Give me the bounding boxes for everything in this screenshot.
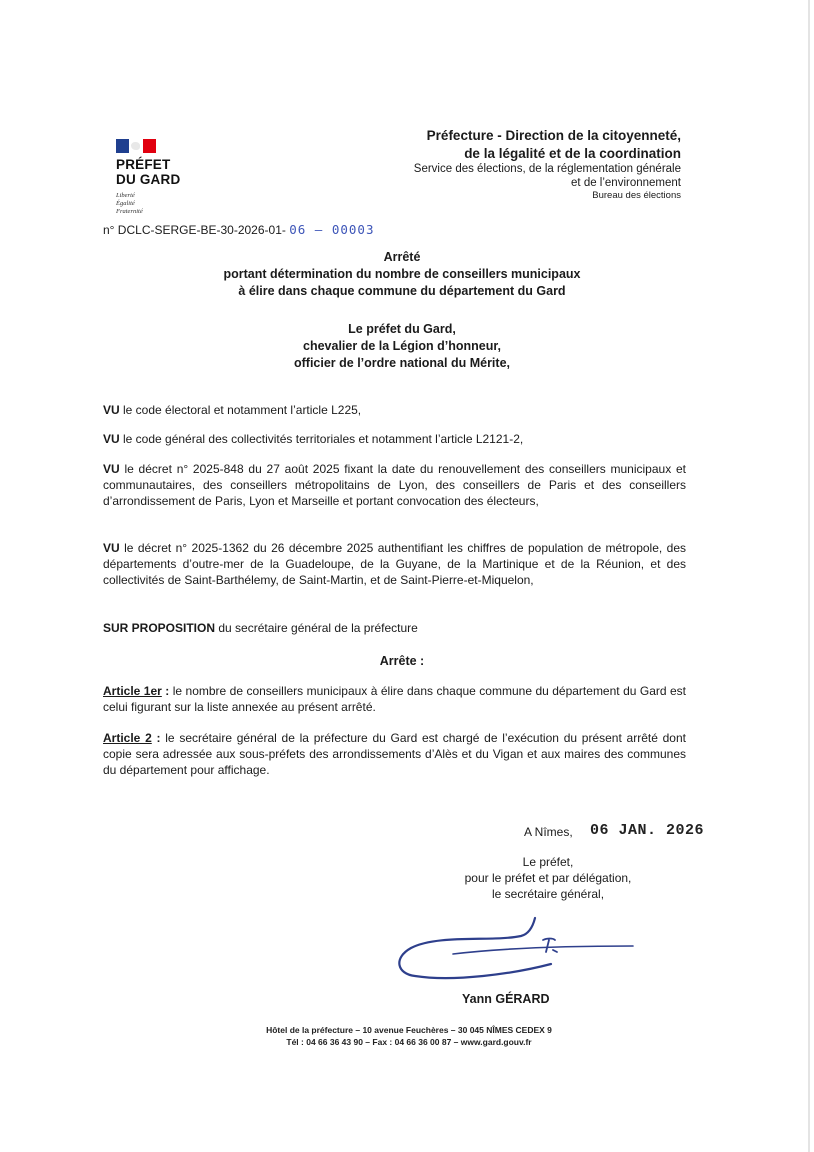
article-separator: :: [161, 684, 173, 698]
considerant-lead: SUR PROPOSITION: [103, 621, 216, 635]
motto-egalite: Égalité: [116, 200, 135, 207]
logo-title-line1: PRÉFET: [116, 157, 171, 172]
signature-date: 06 JAN. 2026: [590, 822, 705, 839]
article-text: le nombre de conseillers municipaux à élire dans chaque commune du département du Gard est celui figurant sur la liste annexée au présent arrêté.: [103, 684, 687, 714]
considerant-lead: VU: [103, 541, 120, 555]
signature-place: A Nîmes,: [524, 825, 573, 839]
considerant-text: le code électoral et notamment l’article L225,: [119, 403, 362, 417]
logo-motto: [116, 192, 206, 216]
date-stamp: [590, 822, 704, 839]
reference-handwritten: 06 – 00003: [289, 222, 375, 237]
header-environnement: et de l’environnement: [571, 177, 681, 189]
footer-address: Hôtel de la préfecture – 10 avenue Feuchères – 30 045 NÎMES CEDEX 9: [266, 1025, 552, 1035]
header-bureau: Bureau des élections: [592, 190, 681, 201]
considerant-1: [103, 402, 686, 418]
prefet-line2: chevalier de la Légion d’honneur,: [303, 339, 501, 353]
marianne-flag-icon: [116, 139, 156, 153]
title-arrete: Arrêté: [383, 250, 421, 264]
considerant-3: [103, 461, 686, 509]
article-label: Article 2: [103, 731, 152, 745]
signature-role3: le secrétaire général,: [491, 887, 605, 901]
signature-role1: Le préfet,: [522, 855, 574, 869]
considerant-lead: VU: [103, 462, 120, 476]
arrete-heading: Arrête :: [379, 654, 425, 668]
signature-role2: pour le préfet et par délégation,: [464, 871, 632, 885]
handwritten-signature: [393, 912, 638, 992]
motto-fraternite: Fraternité: [116, 208, 143, 215]
logo-title-line2: DU GARD: [116, 172, 181, 187]
considerant-text: le décret n° 2025-1362 du 26 décembre 2025 authentifiant les chiffres de population de métropole, des départements d’outre-mer de la Guadeloupe, de la Guyane, de la Martinique et de la Réunion, et des collectivités de Saint-Barthélemy, de Saint-Martin, et de Saint-Pierre-et-Miquelon,: [103, 541, 686, 587]
considerant-text: du secrétaire général de la préfecture: [215, 621, 418, 635]
considerant-lead: VU: [103, 432, 120, 446]
considerant-lead: VU: [103, 403, 120, 417]
motto-liberte: Liberté: [116, 192, 135, 199]
prefet-line3: officier de l’ordre national du Mérite,: [293, 356, 510, 370]
considerant-text: le code général des collectivités territoriales et notamment l’article L2121-2,: [119, 432, 524, 446]
title-line2: portant détermination du nombre de conseillers municipaux: [223, 267, 581, 281]
article-1: [103, 683, 686, 715]
article-label: Article 1er: [103, 684, 162, 698]
prefet-line1: Le préfet du Gard,: [348, 322, 456, 336]
prefet-logo: [116, 139, 206, 216]
article-2: [103, 730, 686, 778]
article-text: le secrétaire général de la préfecture du Gard est chargé de l’exécution du présent arrêté dont copie sera adressée aux sous-préfets des arrondissements d’Alès et du Vigan et aux maires des communes du département pour affichage.: [103, 731, 686, 777]
header-legalite: de la légalité et de la coordination: [464, 146, 681, 161]
header-prefecture: Préfecture - Direction de la citoyenneté,: [426, 128, 681, 143]
header-service: Service des élections, de la réglementation générale: [413, 163, 681, 175]
scan-edge: [808, 0, 810, 1152]
considerant-5: [103, 620, 686, 636]
title-line3: à élire dans chaque commune du département du Gard: [238, 284, 566, 298]
considerant-4: [103, 540, 686, 588]
footer-contact: Tél : 04 66 36 43 90 – Fax : 04 66 36 00 87 – www.gard.gouv.fr: [286, 1037, 532, 1047]
logo-title: [116, 157, 206, 187]
considerant-text: le décret n° 2025-848 du 27 août 2025 fixant la date du renouvellement des conseillers municipaux et communautaires, des conseillers métropolitains de Lyon, des conseillers de Paris et des conseillers d’arrondissement de Paris, Lyon et Marseille et portant convocation des électeurs,: [103, 462, 686, 508]
considerant-2: [103, 431, 686, 447]
article-separator: :: [151, 731, 166, 745]
signatory-name: Yann GÉRARD: [462, 992, 550, 1006]
reference-printed: n° DCLC-SERGE-BE-30-2026-01-: [103, 223, 286, 237]
reference-number: [103, 222, 374, 238]
